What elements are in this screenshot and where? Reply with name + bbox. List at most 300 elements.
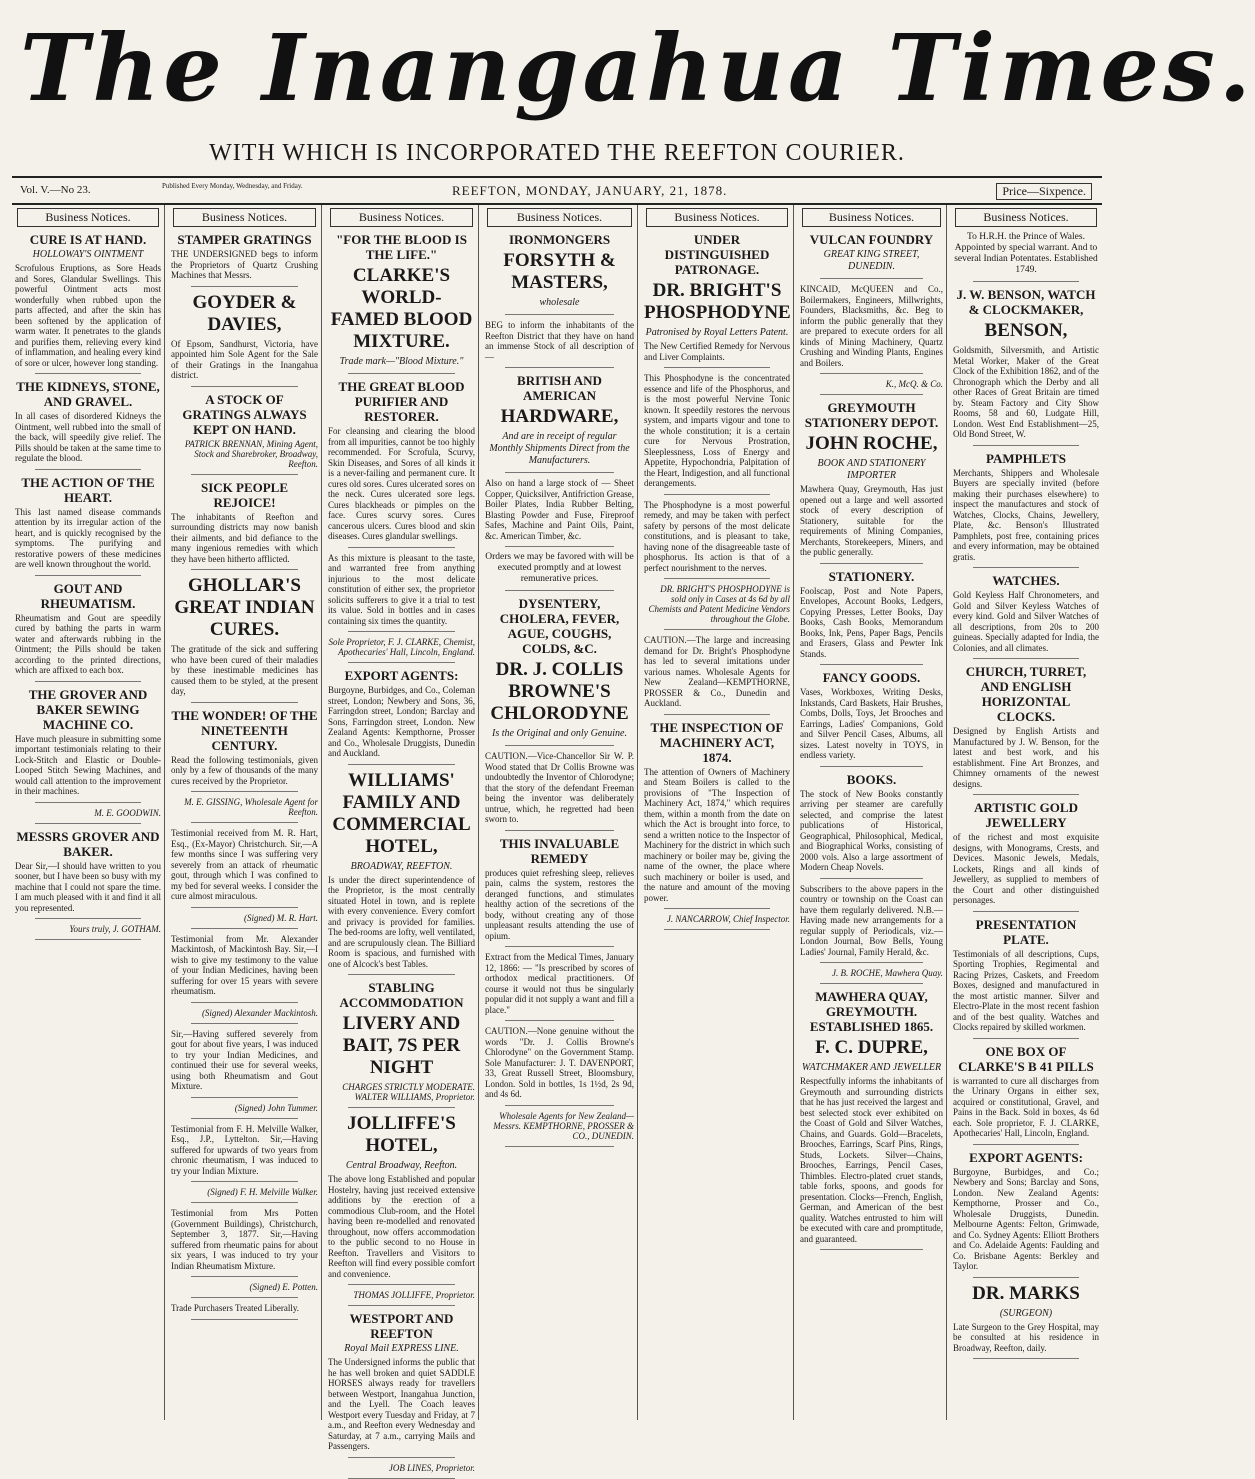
advertisement: [171, 1124, 318, 1177]
separator-rule: [505, 830, 614, 831]
advertisement: [485, 952, 634, 1015]
ad-display-heading: DR. MARKS: [972, 1282, 1080, 1304]
ad-heading: PAMPHLETS: [986, 450, 1066, 466]
separator-rule: [973, 911, 1079, 912]
ad-signature: J. NANCARROW, Chief Inspector.: [666, 914, 790, 924]
ad-heading: EXPORT AGENTS:: [344, 668, 459, 683]
separator-rule: [820, 878, 923, 879]
column-heading: Business Notices.: [955, 208, 1097, 227]
separator-rule: [973, 1358, 1079, 1359]
column-5: [641, 205, 794, 1420]
column-heading: Business Notices.: [487, 208, 632, 227]
ad-body: Also on hand a large stock of — Sheet Copper, Quicksilver, Antifriction Grease, Boiler Plates, India Rubber Belting, Blasting Powder and Fuse, Fireproof Safes, Machine and Paint Oils, Paint, &c. American Timber, &c.: [485, 478, 634, 541]
ad-heading: WATCHES.: [992, 573, 1060, 588]
separator-rule: [505, 1146, 614, 1147]
advertisement: [328, 637, 475, 657]
ad-heading: BRITISH AND AMERICAN: [517, 373, 602, 403]
separator-rule: [191, 1276, 298, 1277]
column-6: [797, 205, 947, 1420]
ad-signature: (Signed) E. Potten.: [249, 1282, 318, 1292]
advertisement: [800, 569, 943, 660]
ad-body: Testimonial from Mr. Alexander Mackintosh, of Mackintosh Bay. Sir,—I wish to give my testimony to the value of your Indian Medicines, having been suffering for over 15 years with severe rheumatism.: [171, 933, 318, 996]
ad-signature: (Signed) John Tummer.: [234, 1102, 318, 1113]
ad-body: The gratitude of the sick and suffering who have been cured of their maladies by these inestimable medicines has caused them to be styled, at the present day,: [171, 644, 318, 696]
column-heading: Business Notices.: [330, 208, 473, 227]
ad-body: Burgoyne, Burbidges, and Co.; Newbery and Sons; Barclay and Sons, London. New Zealand Agents: Kempthorne, Prosser and Co., Wholesale Druggists, Dunedin. Melbourne Agents: Felton, Grimwade, and Co. Sydney Agents: Elliott Brothers and Co. Adelaide Agents: Faulding and Co. Brisbane Agents: Berkley and Taylor.: [953, 1166, 1099, 1271]
ad-heading: FANCY GOODS.: [822, 670, 921, 685]
ad-signature: CHARGES STRICTLY MODERATE. WALTER WILLIAMS, Proprietor.: [342, 1082, 475, 1102]
ad-body: BEG to inform the inhabitants of the Reefton District that they have on hand an immense Stock of all description of —: [485, 320, 634, 362]
issue-date: REEFTON, MONDAY, JANUARY, 21, 1878.: [452, 183, 728, 198]
ad-signature: Yours truly, J. GOTHAM.: [69, 924, 161, 934]
ad-heading: ONE BOX OF CLARKE'S B 41 PILLS: [958, 1043, 1094, 1074]
separator-rule: [191, 928, 298, 929]
separator-rule: [664, 578, 770, 579]
advertisement: [15, 232, 161, 368]
advertisement: [171, 797, 318, 817]
ad-heading: J. W. BENSON, WATCH & CLOCKMAKER,: [956, 287, 1096, 317]
column-heading: Business Notices.: [173, 208, 316, 227]
separator-rule: [35, 918, 141, 919]
ad-display-heading: JOHN ROCHE,: [805, 433, 938, 454]
separator-rule: [35, 373, 141, 374]
advertisement: [644, 584, 790, 624]
advertisement: [15, 924, 161, 934]
ad-subheading: WATCHMAKER AND JEWELLER: [801, 1062, 942, 1073]
ad-display-heading: GHOLLAR'S GREAT INDIAN CURES.: [174, 575, 315, 640]
separator-rule: [191, 907, 298, 908]
separator-rule: [35, 575, 141, 576]
advertisement: [171, 480, 318, 565]
separator-rule: [820, 962, 923, 963]
advertisement: [485, 320, 634, 362]
advertisement: [953, 800, 1099, 906]
ad-display-heading: F. C. DUPRE,: [815, 1037, 928, 1058]
advertisement: [953, 232, 1099, 276]
separator-rule: [973, 1038, 1079, 1039]
ad-body: Read the following testimonials, given only by a few of thousands of the many cures received by the Proprietor.: [171, 754, 318, 786]
ad-body: In all cases of disordered Kidneys the Ointment, well rubbed into the small of the back, will speedily give relief. The Pills should be taken at the same time to regulate the blood.: [15, 411, 161, 463]
newspaper-subtitle: WITH WHICH IS INCORPORATED THE REEFTON COURIER.: [209, 140, 905, 166]
advertisement: [485, 232, 634, 309]
advertisement: [800, 670, 943, 761]
advertisement: [485, 373, 634, 467]
separator-rule: [35, 939, 141, 940]
ad-signature: M. E. GISSING, Wholesale Agent for Reefton.: [184, 797, 318, 817]
separator-rule: [973, 658, 1079, 659]
advertisement: [800, 989, 943, 1244]
advertisement: [171, 1282, 318, 1292]
ad-body: Foolscap, Post and Note Papers, Envelopes, Account Books, Ledgers, Copying Presses, Letter Books, Day Books, Cash Books, Memorandum Books, Ink, Pens, Paper Bags, Pencils and Erasers, Glass and Pewter Ink Stands.: [800, 585, 943, 659]
ad-body: produces quiet refreshing sleep, relieves pain, calms the system, restores the deranged functions, and stimulates healthy action of the secretions of the body, without creating any of those unpleasant results attending the use of opium.: [485, 867, 634, 941]
ad-display-heading: DR. BRIGHT'S PHOSPHODYNE: [644, 280, 791, 323]
advertisement: [485, 478, 634, 541]
separator-rule: [973, 281, 1079, 282]
newspaper-title: The Inangahua Times.: [20, 14, 1255, 122]
separator-rule: [664, 494, 770, 495]
ad-subheading: Royal Mail EXPRESS LINE.: [344, 1343, 459, 1354]
separator-rule: [505, 472, 614, 473]
advertisement: [171, 1303, 318, 1314]
ad-body: of the richest and most exquisite designs, with Monograms, Crests, and Devices. Masonic Jewels, Medals, Lockets, Rings and all kinds of Jewellery, as supplied to members of the Court and other distinguished personages.: [953, 832, 1099, 905]
ad-body: This last named disease commands attention by its irregular action of the heart, and is quickly recognised by the symptoms. The purifying and restorative powers of these medicines are well known throughout the world.: [15, 506, 161, 569]
ad-body: Of Epsom, Sandhurst, Victoria, have appointed him Sole Agent for the Sale of their Gratings in the Inangahua district.: [171, 338, 318, 380]
ad-body: CAUTION.—The large and increasing demand for Dr. Bright's Phosphodyne has led to several imitations under various names. Wholesale Agents for New Zealand—KEMPTHORNE, PROSSER & Co., Dunedin and Auckland.: [644, 635, 790, 708]
top-rule: [12, 176, 1102, 178]
advertisement: [15, 379, 161, 464]
ad-body: Extract from the Medical Times, January 12, 1866: — "Is prescribed by scores of orthodox medical practitioners. Of course it would not thus be singularly popular did it not supply a want and fill a place.": [485, 952, 634, 1015]
ad-signature: THOMAS JOLLIFFE, Proprietor.: [353, 1290, 475, 1300]
separator-rule: [191, 1023, 298, 1024]
column-heading: Business Notices.: [17, 208, 159, 227]
ad-heading: WESTPORT AND REEFTON: [349, 1311, 454, 1341]
ad-heading: STABLING ACCOMMODATION: [339, 980, 464, 1010]
ad-display-heading: GOYDER & DAVIES,: [192, 291, 297, 335]
ad-heading: THE INSPECTION OF MACHINERY ACT, 1874.: [650, 719, 784, 765]
separator-rule: [348, 662, 455, 663]
separator-rule: [191, 474, 298, 475]
separator-rule: [820, 766, 923, 767]
ad-body: Scrofulous Eruptions, as Sore Heads and Sores, Glandular Swellings. This powerful Ointment acts most wonderfully when rubbed upon the parts affected, and after the skin has been softened by the application of warm water. It penetrates to the glands and purifies them, relieving every kind of inflammation, and healing every kind of sore or ulcer, however long standing.: [15, 263, 161, 368]
ad-subheading: Central Broadway, Reefton.: [345, 1160, 458, 1171]
separator-rule: [35, 823, 141, 824]
separator-rule: [191, 822, 298, 823]
separator-rule: [973, 1144, 1079, 1145]
ad-body: The stock of New Books constantly arriving per steamer are carefully selected, and comprise the latest publications of Historical, Geographical, Philosophical, Medical, and Biographical Works, consisting of 2000 vols. Also a large assortment of Modern Cheap Novels.: [800, 788, 943, 872]
ad-heading: THE KIDNEYS, STONE, AND GRAVEL.: [16, 379, 160, 409]
separator-rule: [191, 1319, 298, 1320]
advertisement: [953, 287, 1099, 440]
ad-heading: VULCAN FOUNDRY: [809, 232, 934, 247]
separator-rule: [820, 373, 923, 374]
separator-rule: [191, 702, 298, 703]
separator-rule: [191, 1181, 298, 1182]
separator-rule: [973, 567, 1079, 568]
ad-signature: DR. BRIGHT'S PHOSPHODYNE is sold only in Cases at 4s 6d by all Chemists and Patent Medicine Vendors throughout the Globe.: [648, 584, 790, 624]
separator-rule: [191, 386, 298, 387]
separator-rule: [820, 664, 923, 665]
separator-rule: [973, 1277, 1079, 1278]
ad-signature: (Signed) M. R. Hart.: [244, 912, 318, 923]
ad-body: Testimonial from Mrs Potten (Government Buildings), Christchurch, September 3, 1877. Sir,—Having suffered from rheumatic pains for about six years, I was induced to try your Indian Rheumatism Mixture.: [171, 1208, 318, 1271]
advertisement: [644, 635, 790, 709]
separator-rule: [505, 745, 614, 746]
advertisement: [644, 914, 790, 924]
separator-rule: [820, 278, 923, 279]
ad-display-heading: WILLIAMS' FAMILY AND COMMERCIAL HOTEL,: [332, 769, 471, 857]
advertisement: [328, 668, 475, 759]
advertisement: [485, 836, 634, 942]
column-7: [950, 205, 1102, 1420]
advertisement: [644, 500, 790, 574]
ad-signature: M. E. GOODWIN.: [94, 807, 161, 818]
column-heading: Business Notices.: [802, 208, 941, 227]
issue-price: Price—Sixpence.: [996, 183, 1092, 200]
ad-body: Is under the direct superintendence of the Proprietor, is the most centrally situated Hotel in town, and is replete with every convenience. Every comfort and privacy is provided for families. The bed-rooms are lofty, well ventilated, and are scrupulously clean. The Billiard Room is spacious, and furnished with one of Alcock's best Tables.: [328, 874, 475, 969]
advertisement: [328, 980, 475, 1102]
advertisement: [328, 1463, 475, 1473]
ad-body: Testimonial received from M. R. Hart, Esq., (Ex-Mayor) Christchurch. Sir,—A few months since I was suffering very severely from an attack of rheumatic gout, through which I was confined to my bed for several weeks. I consider the cure almost miraculous.: [171, 828, 318, 901]
ad-heading: BOOKS.: [846, 771, 897, 787]
ad-display-heading: DR. J. COLLIS BROWNE'S CHLORODYNE: [490, 659, 629, 724]
ad-body: CAUTION.—Vice-Chancellor Sir W. P. Wood stated that Dr Collis Browne was undoubtedly the Inventor of Chlorodyne; that the story of the defendant Freeman being the inventor was deliberately untrue, which, he regretted had been sworn to.: [485, 751, 634, 824]
ad-body: Have much pleasure in submitting some important testimonials relating to their Lock-Stitch and Elastic or Double-Looped Stitch Sewing Machines, and would call attention to the improvement in their machines.: [15, 733, 161, 796]
ad-subheading: wholesale: [539, 297, 580, 308]
separator-rule: [191, 1118, 298, 1119]
advertisement: [171, 913, 318, 923]
separator-rule: [505, 1105, 614, 1106]
separator-rule: [820, 983, 923, 984]
separator-rule: [348, 1457, 455, 1458]
ad-body: The inhabitants of Reefton and surrounding districts may now banish their ailments, and bid defiance to the many ingenious remedies with which they have been hitherto afflicted.: [171, 511, 318, 564]
advertisement: [953, 573, 1099, 653]
separator-rule: [191, 1202, 298, 1203]
advertisement: [171, 392, 318, 469]
ad-body: Trade Purchasers Treated Liberally.: [171, 1303, 300, 1313]
ad-signature: Wholesale Agents for New Zealand—Messrs. KEMPTHORNE, PROSSER & CO., DUNEDIN.: [493, 1110, 634, 1141]
ad-body: Burgoyne, Burbidges, and Co., Coleman street, London; Newbery and Sons, 36, Farringdon street, London; Barclay and Sons, Farringdon street, London. New Zealand Agents: Kempthorne, Prosser and Co., Wholesale Druggists, Dunedin and Auckland.: [328, 685, 475, 758]
ad-heading: UNDER DISTINGUISHED PATRONAGE.: [664, 232, 770, 277]
separator-rule: [348, 974, 455, 975]
separator-rule: [820, 1249, 923, 1250]
ad-body: Testimonial from F. H. Melville Walker, Esq., J.P., Lyttelton. Sir,—Having suffered for upwards of two years from chronic rheumatism, I was induced to try your Indian Mixture.: [171, 1123, 318, 1176]
separator-rule: [505, 590, 614, 591]
ad-subheading: (SURGEON): [999, 1307, 1053, 1319]
column-3: [325, 205, 479, 1473]
separator-rule: [505, 367, 614, 368]
advertisement: [953, 917, 1099, 1033]
separator-rule: [348, 1284, 455, 1285]
ad-signature: JOB LINES, Proprietor.: [388, 1462, 475, 1473]
advertisement: [800, 968, 943, 978]
ad-heading: CURE IS AT HAND.: [29, 232, 147, 247]
ad-body: Mawhera Quay, Greymouth, Has just opened out a large and well assorted stock of every description of Stationery, suitable for the requirements of Mining Companies, Merchants, Storekeepers, Miners, and the public generally.: [800, 484, 943, 557]
advertisement: [953, 1044, 1099, 1139]
separator-rule: [191, 569, 298, 570]
ad-body: This Phosphodyne is the concentrated essence and life of the Phosphorus, and is the most powerful Nervine Tonic known. It speedily restores the nervous system, and imparts vigour and tone to the whole constitution; it is a certain cure for Nervous Prostration, Sleeplessness, Loss of Energy and Appetite, Hypochondria, Palpitation of the Heart, Indigestion, and all functional derangements.: [644, 373, 790, 488]
ad-heading: MAWHERA QUAY, GREYMOUTH. ESTABLISHED 1865.: [809, 989, 934, 1034]
advertisement: [171, 575, 318, 697]
ad-signature: J. B. ROCHE, Mawhera Quay.: [832, 968, 943, 978]
advertisement: [15, 829, 161, 914]
separator-rule: [973, 445, 1079, 446]
advertisement: [328, 1113, 475, 1279]
ad-body: Subscribers to the above papers in the country or township on the Coast can have them regularly delivered. N.B.—Having made new arrangements for a regular supply of Periodicals, viz.—London Journal, Bow Bells, Young Ladies' Journal, Family Herald, &c.: [800, 883, 943, 957]
ad-heading: PRESENTATION PLATE.: [975, 916, 1077, 947]
volume-number: Vol. V.—No 23.: [20, 184, 91, 196]
advertisement: [328, 232, 475, 368]
advertisement: [953, 1283, 1099, 1354]
separator-rule: [191, 1002, 298, 1003]
separator-rule: [820, 563, 923, 564]
ad-heading: CHURCH, TURRET, AND ENGLISH HORIZONTAL CLOCKS.: [965, 664, 1087, 724]
ad-body: Rheumatism and Gout are speedily cured by bathing the parts in warm water and afterwards rubbing in the Ointment; the Pills should be taken according to the printed directions, which are affixed to each box.: [15, 612, 161, 675]
ad-display-heading: FORSYTH & MASTERS,: [503, 250, 616, 293]
ad-centered-text: Orders we may be favored with will be executed promptly and at lowest remunerative prices.: [485, 552, 634, 584]
ad-heading: THE GROVER AND BAKER SEWING MACHINE CO.: [28, 686, 148, 732]
advertisement: [171, 1008, 318, 1018]
advertisement: [171, 1208, 318, 1271]
separator-rule: [348, 1107, 455, 1108]
ad-subheading: BOOK AND STATIONERY IMPORTER: [817, 458, 926, 481]
column-4: [482, 205, 638, 1420]
advertisement: [328, 1311, 475, 1452]
ad-display-heading: HARDWARE,: [500, 406, 619, 427]
separator-rule: [664, 908, 770, 909]
advertisement: [800, 884, 943, 958]
ad-display-heading: BENSON,: [984, 320, 1068, 341]
ad-heading: STAMPER GRATINGS: [177, 232, 312, 247]
advertisement: [328, 379, 475, 542]
ad-body: Testimonials of all descriptions, Cups, Sporting Trophies, Regimental and Racing Prizes, Caskets, and Freedom Boxes, designed and manufactured in the most artistic manner. Silver and Electro-Plate in the most recent fashion and of the best quality. Watches and Clocks repaired by skilled workmen.: [953, 948, 1099, 1032]
advertisement: [15, 581, 161, 676]
ad-heading: EXPORT AGENTS:: [969, 1149, 1083, 1165]
ad-signature: PATRICK BRENNAN, Mining Agent, Stock and Sharebroker, Broadway, Reefton.: [184, 438, 318, 469]
advertisement: [644, 720, 790, 904]
advertisement: [800, 379, 943, 389]
ad-body: THE UNDERSIGNED begs to inform the Proprietors of Quartz Crushing Machines that Messrs.: [171, 249, 318, 280]
ad-heading: THE ACTION OF THE HEART.: [21, 474, 155, 505]
ad-body: The Phosphodyne is a most powerful remedy, and may be taken with perfect safety by persons of the most delicate constitutions, and is pleasant to take, having none of the disagreeable taste of phosphorus. Its action is that of a perfect nourishment to the nerves.: [644, 499, 790, 573]
dateline: [12, 180, 1102, 202]
ad-heading: THIS INVALUABLE REMEDY: [499, 835, 620, 866]
separator-rule: [664, 629, 770, 630]
separator-rule: [505, 1020, 614, 1021]
ad-display-heading: LIVERY AND BAIT, 7S PER NIGHT: [342, 1013, 461, 1078]
advertisement: [800, 284, 943, 368]
ad-subheading: And are in receipt of regular Monthly Shipments Direct from the Manufacturers.: [489, 431, 630, 466]
ad-subheading: Is the Original and only Genuine.: [492, 728, 627, 739]
ad-body: is warranted to cure all discharges from the Urinary Organs in either sex, acquired or constitutional, Gravel, and Pains in the Back. Sold in boxes, 4s 6d each. Sole proprietor, F. J. CLARKE, Apothecaries' Hall, Lincoln, England.: [953, 1075, 1099, 1138]
advertisement: [953, 1150, 1099, 1272]
ad-heading: IRONMONGERS: [508, 232, 611, 247]
ad-body: Dear Sir,—I should have written to you sooner, but I have been so busy with my machine that I could not spare the time. I am much pleased with it and find it all you represented.: [15, 860, 161, 913]
advertisement: [171, 934, 318, 997]
separator-rule: [664, 367, 770, 368]
ad-body: For cleansing and clearing the blood from all impurities, cannot be too highly recommended. For Scrofula, Scurvy, Skin Diseases, and Sores of all kinds it is a never-failing and permanent cure. It cures old sores. Cures ulcerated sores on the neck. Cures ulcerated sore legs. Cures blackheads or pimples on the face. Cures scurvy sores. Cures cancerous ulcers. Cures blood and skin diseases. Cures glandular swellings.: [328, 426, 475, 541]
separator-rule: [348, 1305, 455, 1306]
advertisement: [953, 451, 1099, 563]
ad-subheading: GREAT KING STREET, DUNEDIN.: [823, 249, 920, 272]
ad-heading: THE WONDER! OF THE NINETEENTH CENTURY.: [171, 707, 318, 753]
ad-subheading: Patronised by Royal Letters Patent.: [645, 327, 789, 338]
ad-heading: A STOCK OF GRATINGS ALWAYS KEPT ON HAND.: [182, 391, 307, 437]
ad-body: Merchants, Shippers and Wholesale Buyers are specially invited (before making their purchases elsewhere) to inspect the manufactures and stock of Watches, Clocks, Chains, Jewellery, Plate, &c. Benson's Illustrated Pamphlets, post free, containing prices and every information, may be obtained gratis.: [953, 467, 1099, 562]
ad-signature: (Signed) F. H. Melville Walker.: [207, 1187, 318, 1197]
ad-signature: K., McQ. & Co.: [885, 379, 943, 389]
ad-body: CAUTION.—None genuine without the words "Dr. J. Collis Browne's Chlorodyne" on the Government Stamp. Sole Manufacturer: J. T. DAVENPORT, 33, Great Russell Street, Bloomsbury, London. Sold in bottles, 1s 1½d, 2s 9d, and 4s 6d.: [485, 1026, 634, 1099]
ad-signature: (Signed) Alexander Mackintosh.: [201, 1007, 318, 1018]
advertisement: [485, 1111, 634, 1141]
separator-rule: [505, 314, 614, 315]
ad-body: Designed by English Artists and Manufactured by J. W. Benson, for the latest and best work, and his establishment. Fine Art Bronzes, and Chimney ornaments of the newest designs.: [953, 726, 1099, 789]
advertisement: [171, 828, 318, 902]
ad-heading: ARTISTIC GOLD JEWELLERY: [974, 800, 1078, 830]
ad-body: As this mixture is pleasant to the taste, and warranted free from anything injurious to the most delicate constitution of either sex, the proprietor solicits sufferers to give it a trial to test its value. Sold in bottles and in cases containing six times the quantity.: [328, 552, 475, 626]
advertisement: [171, 708, 318, 787]
ad-subheading: HOLLOWAY'S OINTMENT: [32, 249, 144, 260]
advertisement: [328, 1290, 475, 1300]
separator-rule: [191, 791, 298, 792]
ad-heading: STATIONERY.: [828, 568, 915, 584]
advertisement: [171, 232, 318, 281]
advertisement: [15, 687, 161, 797]
ad-body: The attention of Owners of Machinery and Steam Boilers is called to the provisions of "The Inspection of Machinery Act, 1874," which requires them, within a month from the date on which the Act is brought into force, to send a written notice to the Inspector of Machinery for the district in which such machinery or boiler may be, giving the name of the owner, the place where such machinery or boiler is used, and the nature and amount of the moving power.: [644, 766, 790, 903]
separator-rule: [191, 286, 298, 287]
ad-subheading: BROADWAY, REEFTON.: [350, 860, 453, 872]
column-1: [12, 205, 165, 1420]
separator-rule: [348, 1478, 455, 1479]
ad-body: Respectfully informs the inhabitants of Greymouth and surrounding districts that he has just received the largest and best selected stock ever exhibited on the Coast of Gold and Silver Watches, Chains, and Guards. Gold—Bracelets, Brooches, Earrings, Scarf Pins, Rings, Studs, Lockets. Silver—Chains, Brooches, Earrings, Pencil Cases, Thimbles. Electro-plated cruet stands, table forks, spoons, and goods for presentation. Clocks—French, English, German, and American of the best quality. Watches entrusted to him will be executed with care and promptitude, and guaranteed.: [800, 1076, 943, 1244]
separator-rule: [664, 714, 770, 715]
separator-rule: [35, 802, 141, 803]
advertisement: [328, 770, 475, 970]
ad-body: Gold Keyless Half Chronometers, and Gold and Silver Keyless Watches of every kind. Gold and Silver Watches of all descriptions, from 20s to 200 guineas. Specially adapted for India, the Colonies, and all climates.: [953, 590, 1099, 653]
separator-rule: [191, 1297, 298, 1298]
ad-body: KINCAID, McQUEEN and Co., Boilermakers, Engineers, Millwrights, Founders, Blacksmiths, &c. Beg to inform the public generally that they are prepared to execute orders for all kinds of Mining Machinery, Quartz Crushing and Winding Plants, Engines and Boilers.: [800, 284, 943, 368]
ad-subheading: Trade mark—"Blood Mixture.": [339, 356, 464, 367]
ad-body: The New Certified Remedy for Nervous and Liver Complaints.: [644, 341, 790, 362]
separator-rule: [35, 469, 141, 470]
advertisement: [328, 553, 475, 627]
advertisement: [800, 772, 943, 873]
advertisement: [644, 373, 790, 489]
advertisement: [15, 808, 161, 818]
ad-body: The above long Established and popular Hostelry, having just received extensive additions by the erection of a commodious Club-room, and the Hotel having been re-modelled and renovated throughout, now offers accommodation to the public second to no House in Reefton. Travellers and Visitors to Reefton will find every possible comfort and convenience.: [328, 1174, 475, 1279]
column-2: [168, 205, 322, 1420]
ad-body: Late Surgeon to the Grey Hospital, may be consulted at his residence in Broadway, Reefton, daily.: [953, 1321, 1099, 1353]
ad-heading: THE GREAT BLOOD PURIFIER AND RESTORER.: [338, 379, 465, 424]
separator-rule: [505, 946, 614, 947]
ad-signature: Sole Proprietor, F. J. CLARKE, Chemist, Apothecaries' Hall, Lincoln, England.: [328, 637, 475, 657]
separator-rule: [348, 547, 455, 548]
ad-heading: GOUT AND RHEUMATISM.: [40, 580, 136, 611]
ad-body: Goldsmith, Silversmith, and Artistic Metal Worker, Maker of the Great Clock of the Exhibition 1862, and of the Chronograph which the Derby and all other Races of Great Britain are timed by. Steam Factory and City Show Rooms, 58 and 60, Ludgate Hill, London. West End Establishment—25, Old Bond Street, W.: [953, 345, 1099, 439]
separator-rule: [348, 764, 455, 765]
separator-rule: [35, 681, 141, 682]
advertisement: [800, 400, 943, 558]
separator-rule: [191, 1097, 298, 1098]
ad-heading: "FOR THE BLOOD IS THE LIFE.": [336, 232, 467, 262]
advertisement: [485, 596, 634, 740]
separator-rule: [348, 631, 455, 632]
separator-rule: [664, 929, 770, 930]
advertisement: [171, 1187, 318, 1197]
column-heading: Business Notices.: [646, 208, 788, 227]
ad-body: The Undersigned informs the public that he has well broken and quiet SADDLE HORSES always ready for travellers between Westport, Inangahua Junction, and the Lyell. The Coach leaves Westport every Tuesday and Friday, at 7 a.m., and Reefton every Wednesday and Saturday, at 7 a.m., carrying Mails and Passengers.: [328, 1357, 475, 1451]
columns-area: [12, 205, 1102, 1473]
advertisement: [171, 1029, 318, 1092]
ad-heading: SICK PEOPLE REJOICE!: [200, 479, 289, 510]
advertisement: [953, 664, 1099, 789]
ad-display-heading: JOLLIFFE'S HOTEL,: [347, 1113, 456, 1156]
ad-body: Vases, Workboxes, Writing Desks, Inkstands, Card Baskets, Hair Brushes, Combs, Dolls, Toys, Jet Brooches and Earrings, Ladies' Companions, Gold and Silver Pencil Cases, Albums, all sizes. Latest novelty in TOYS, in endless variety.: [800, 687, 943, 760]
ad-heading: DYSENTERY, CHOLERA, FEVER, AGUE, COUGHS, COLDS, &C.: [499, 596, 620, 656]
advertisement: [485, 552, 634, 585]
advertisement: [485, 751, 634, 825]
ad-centered-text: To H.R.H. the Prince of Wales. Appointed by special warrant. And to several Indian Potentates. Established 1749.: [954, 232, 1098, 275]
ad-display-heading: CLARKE'S WORLD-FAMED BLOOD MIXTURE.: [330, 265, 473, 352]
advertisement: [15, 475, 161, 570]
advertisement: [644, 232, 790, 362]
advertisement: [485, 1026, 634, 1100]
separator-rule: [820, 394, 923, 395]
separator-rule: [505, 546, 614, 547]
ad-heading: MESSRS GROVER AND BAKER.: [16, 828, 160, 859]
separator-rule: [973, 794, 1079, 795]
publication-days: Published Every Monday, Wednesday, and Friday.: [162, 182, 303, 190]
ad-heading: GREYMOUTH STATIONERY DEPOT.: [804, 400, 939, 430]
